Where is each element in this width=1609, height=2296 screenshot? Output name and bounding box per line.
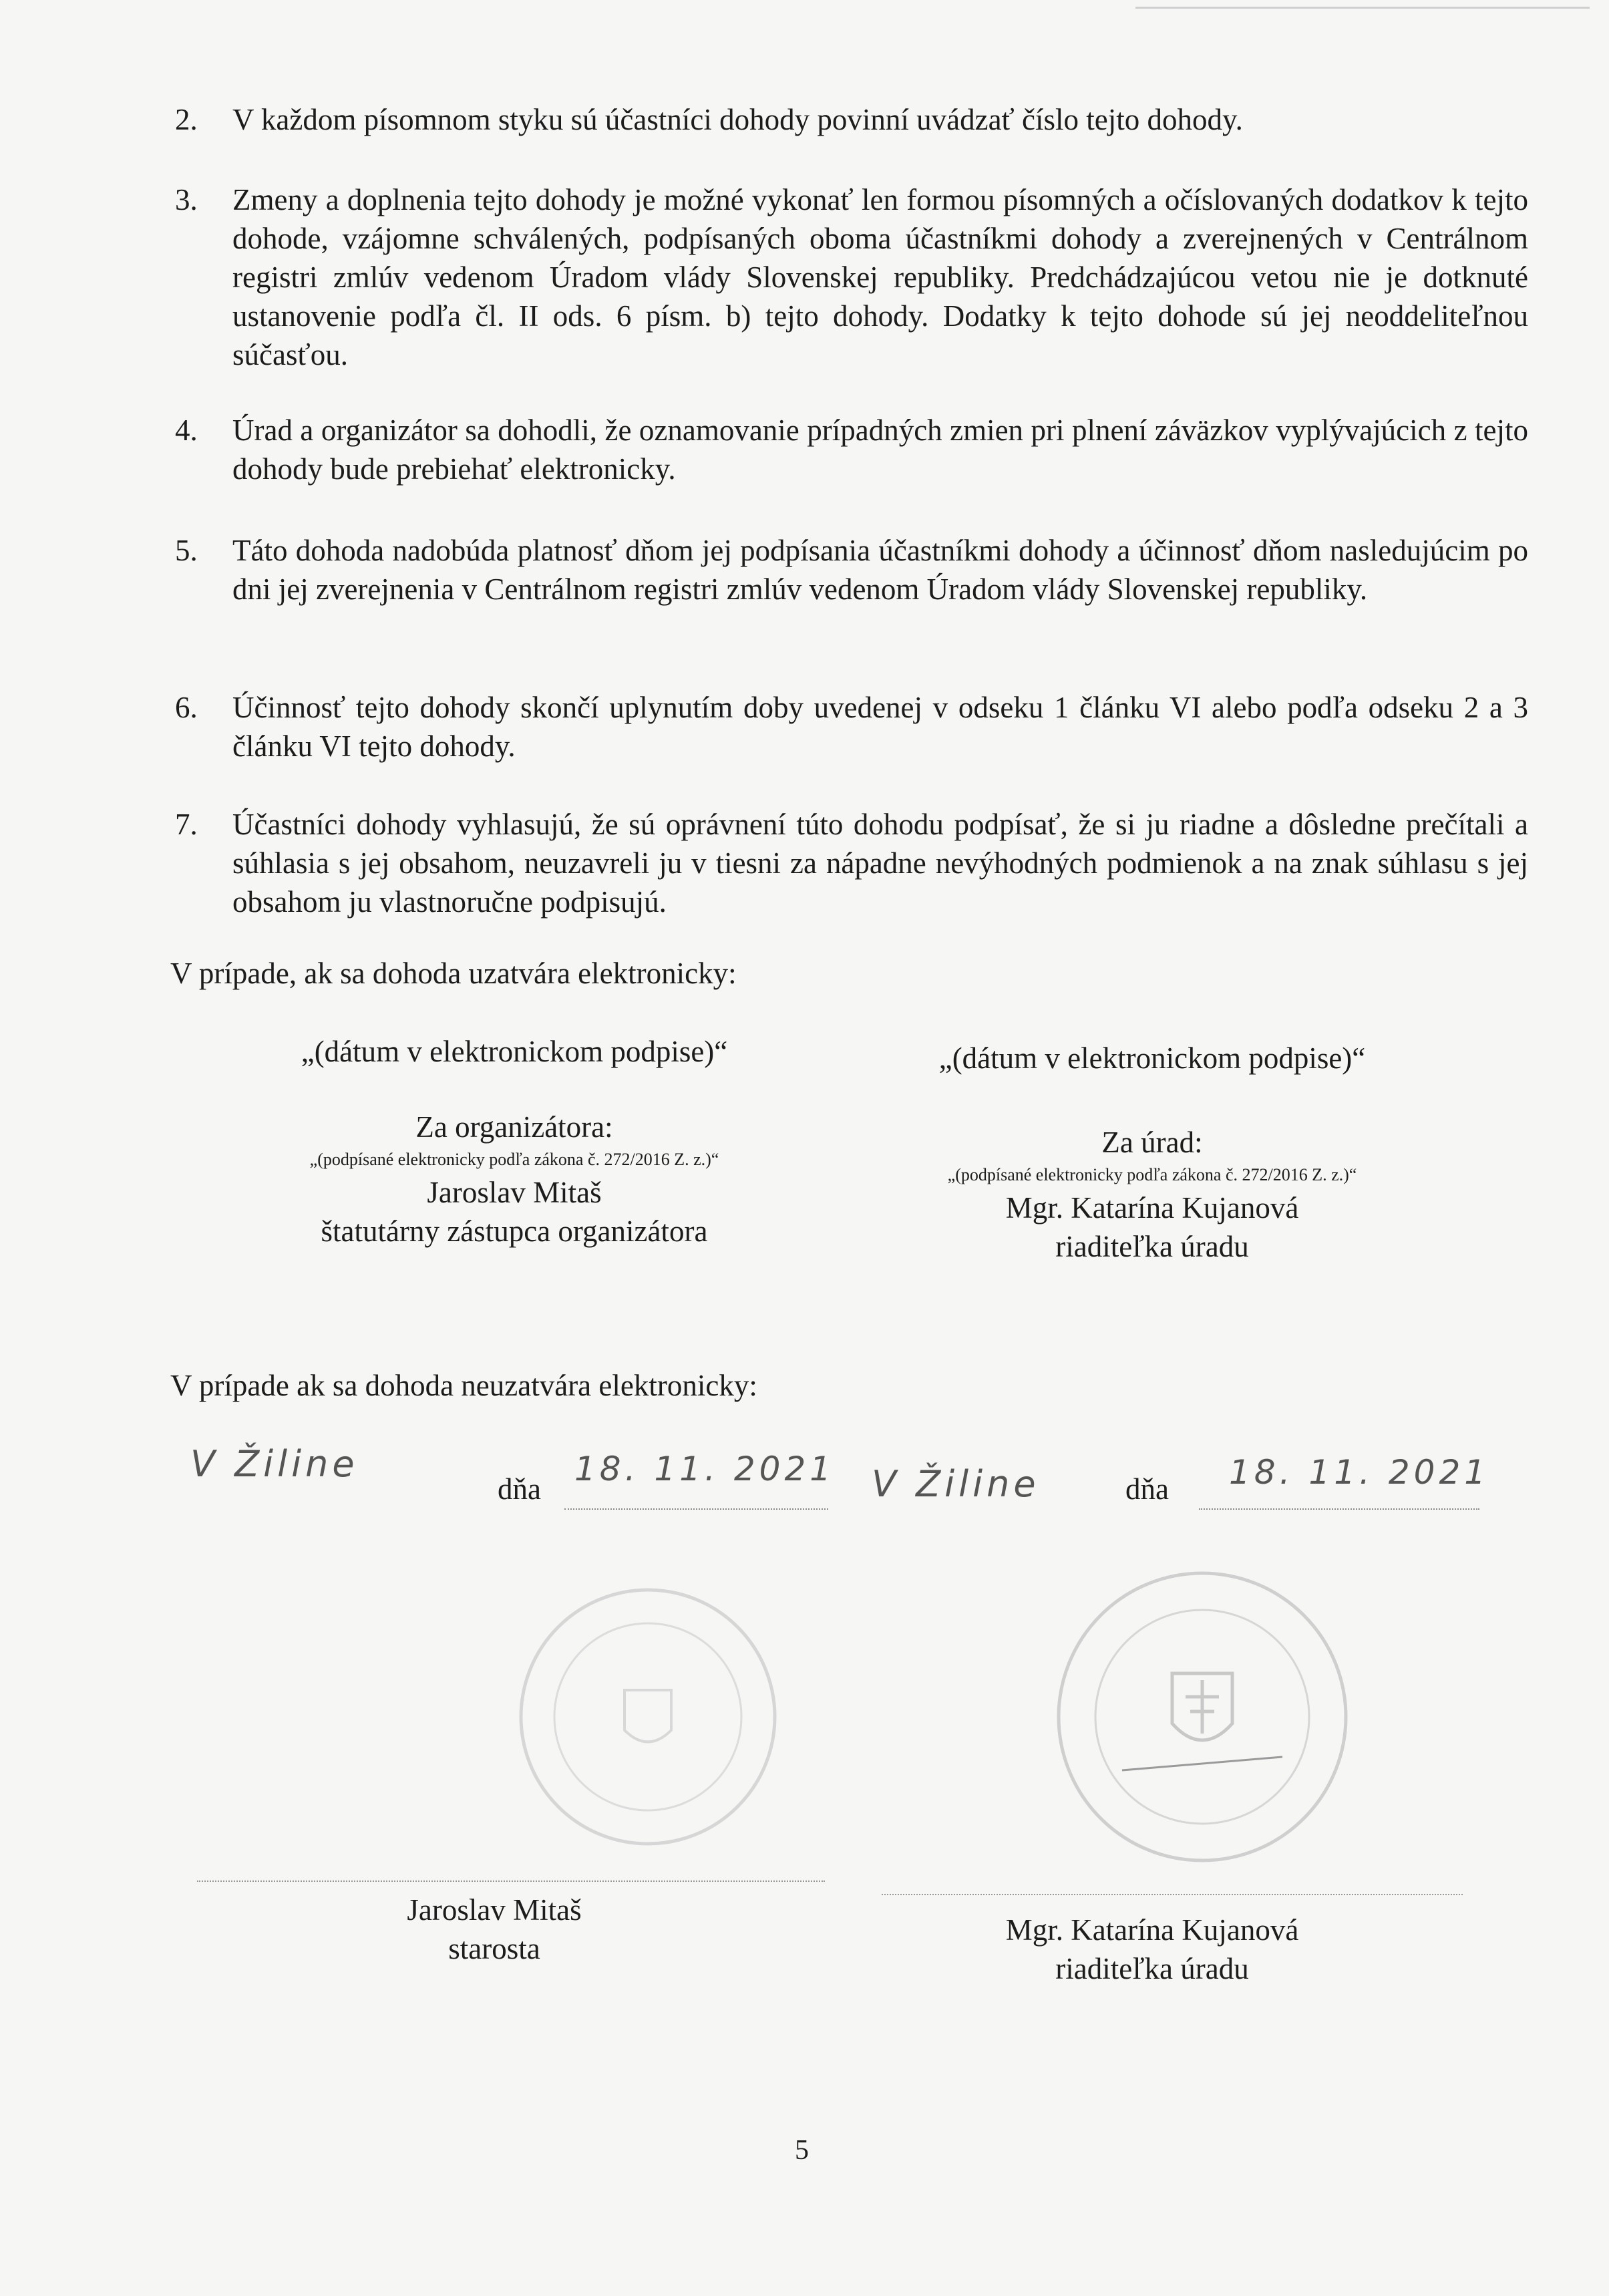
electronic-signature-organizer <box>220 1032 808 1251</box>
dna-label: dňa <box>1125 1472 1169 1506</box>
date-line <box>1199 1508 1479 1510</box>
clause-number: 6. <box>175 691 198 724</box>
electronic-signature-office <box>838 1039 1466 1266</box>
clause-number: 7. <box>175 808 198 841</box>
signature-note: „(podpísané elektronicky podľa zákona č. 272/2016 Z. z.)“ <box>947 1165 1357 1184</box>
signature-date-placeholder: „(dátum v elektronickom podpise)“ <box>301 1035 728 1068</box>
signature-line-left <box>197 1880 825 1882</box>
clause-text: Účastníci dohody vyhlasujú, že sú oprávnení túto dohodu podpísať, že si ju riadne a dôsledne prečítali a súhlasia s jej obsahom, neuzavreli ju v tiesni za nápadne nevýhodných podmienok a na znak súhlasu s jej obsahom ju vlastnoručne podpisujú. <box>232 808 1528 919</box>
electronic-heading: V prípade, ak sa dohoda uzatvára elektronicky: <box>170 957 737 990</box>
handwritten-place: V Žiline <box>190 1443 359 1485</box>
clause-number: 3. <box>175 183 198 216</box>
paper-signature-office <box>938 1911 1366 1988</box>
signature-name: Mgr. Katarína Kujanová <box>1005 1191 1299 1224</box>
paper-signature-organizer <box>294 1891 695 1968</box>
signature-name: Jaroslav Mitaš <box>427 1176 602 1209</box>
clause-text: Účinnosť tejto dohody skončí uplynutím doby uvedenej v odseku 1 článku VI alebo podľa odseku 2 a 3 článku VI tejto dohody. <box>232 691 1528 763</box>
signature-title: starosta <box>448 1932 540 1965</box>
signature-title: štatutárny zástupca organizátora <box>321 1214 708 1248</box>
clause-text: Úrad a organizátor sa dohodli, že oznamovanie prípadných zmien pri plnení záväzkov vyplývajúcich z tejto dohody bude prebiehať elektronicky. <box>232 414 1528 486</box>
date-line <box>564 1508 828 1510</box>
clause-text: V každom písomnom styku sú účastníci dohody povinní uvádzať číslo tejto dohody. <box>232 103 1243 136</box>
signature-role: Za organizátora: <box>415 1110 613 1144</box>
clause-number: 5. <box>175 534 198 567</box>
clause-text: Táto dohoda nadobúda platnosť dňom jej podpísania účastníkmi dohody a účinnosť dňom nasledujúcim po dni jej zverejnenia v Centrálnom registri zmlúv vedenom Úradom vlády Slovenskej republiky. <box>232 534 1528 606</box>
signature-note: „(podpísané elektronicky podľa zákona č. 272/2016 Z. z.)“ <box>309 1150 719 1169</box>
signature-title: riaditeľka úradu <box>1055 1230 1249 1263</box>
clause-text: Zmeny a doplnenia tejto dohody je možné vykonať len formou písomných a očíslovaných dodatkov k tejto dohode, vzájomne schválených, podpísaných oboma účastníkmi dohody a zverejnených v Centrálnom registri zmlúv vedenom Úradom vlády Slovenskej republiky. Predchádzajúcou vetou nie je dotknuté ustanovenie podľa čl. II ods. 6 písm. b) tejto dohody. Dodatky k tejto dohode sú jej neoddeliteľnou súčasťou. <box>232 183 1528 371</box>
signature-name: Mgr. Katarína Kujanová <box>1005 1913 1299 1947</box>
page-number: 5 <box>795 2135 809 2166</box>
stamp-office <box>1042 1556 1363 1877</box>
scan-edge-rule <box>1135 7 1590 9</box>
paper-heading: V prípade ak sa dohoda neuzatvára elektronicky: <box>170 1369 757 1402</box>
signature-line-right <box>882 1894 1463 1895</box>
signature-role: Za úrad: <box>1101 1126 1203 1159</box>
signature-date-placeholder: „(dátum v elektronickom podpise)“ <box>938 1041 1366 1075</box>
handwritten-place: V Žiline <box>872 1463 1040 1505</box>
signature-title: riaditeľka úradu <box>1055 1952 1249 1985</box>
dna-label: dňa <box>498 1472 541 1506</box>
handwritten-date: 18. 11. 2021 <box>574 1450 836 1488</box>
clause-number: 4. <box>175 414 198 447</box>
signature-name: Jaroslav Mitaš <box>407 1893 582 1927</box>
handwritten-date: 18. 11. 2021 <box>1229 1453 1490 1492</box>
stamp-organizer <box>508 1577 788 1857</box>
clause-number: 2. <box>175 103 198 136</box>
